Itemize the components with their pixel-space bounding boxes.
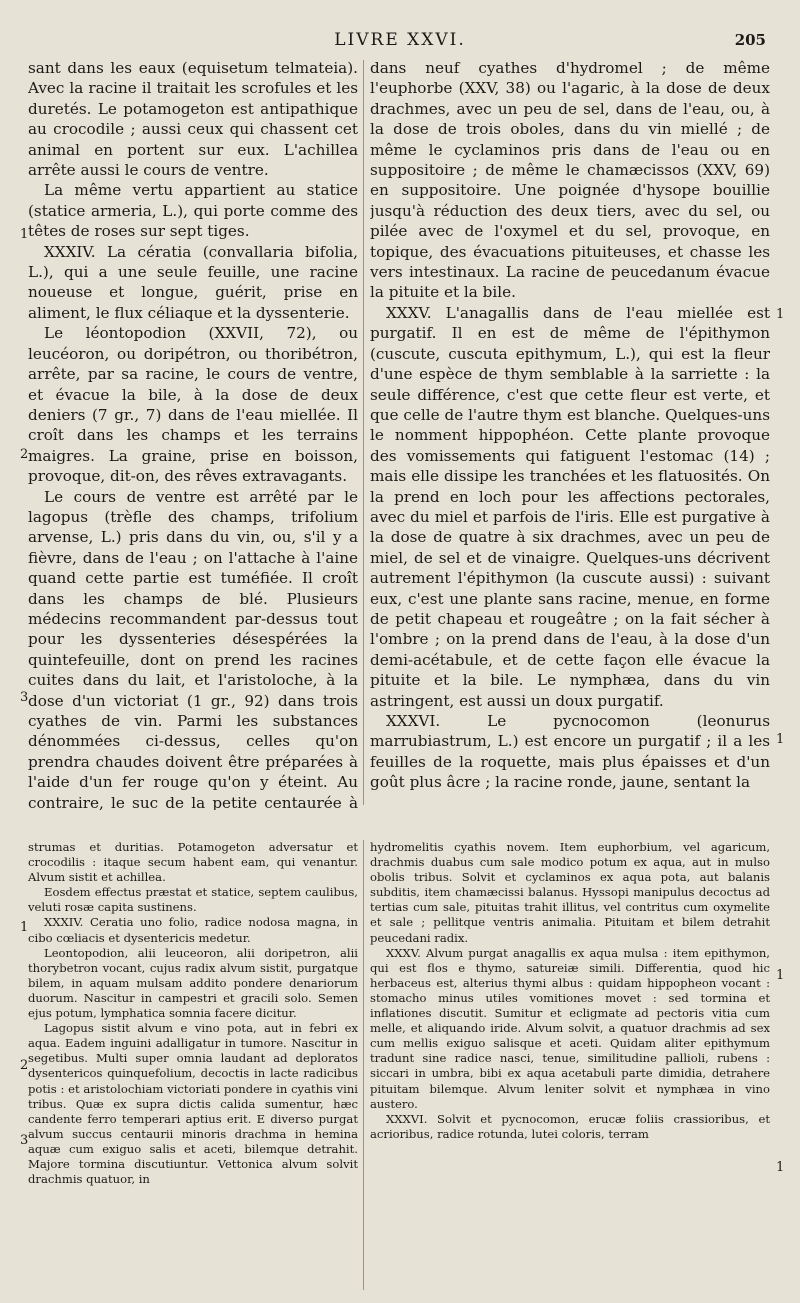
margin-section-number: 3	[20, 690, 29, 705]
column-divider	[363, 60, 364, 805]
margin-section-number: 1	[776, 1160, 785, 1175]
paragraph: XXXV. L'anagallis dans de l'eau miellée est purgatif. Il en est de même de l'épithymon (cuscute, cuscuta epithymum, L.), qui est la fleur d'une espèce de thym semblable à la sarriette : la seule différence, c'est que cette fleur est verte, et que celle de l'autre thym est blanche. Quelques-uns le nomment hippophéon. Cette plante provoque des vomissements qui fatiguent l'estomac (14) ; mais elle dissipe les tranchées et les flatuosités. On la prend en loch pour les affections pectorales, avec du miel et parfois de l'iris. Elle est purgative à la dose de quatre à six drachmes, avec un peu de miel, de sel et de vinaigre. Quelques-uns décrivent autrement l'épithymon (la cuscute aussi) : suivant eux, c'est une plante sans racine, menue, en forme de petit chapeau et rougeâtre ; on la fait sécher à l'ombre ; on la prend dans de l'eau, à la dose d'un demi-acétabule, et de cette façon elle évacue la pituite et la bile. Le nymphæa, dans du vin astringent, est aussi un doux purgatif.	[370, 303, 770, 710]
latin-column-left	[28, 840, 358, 1300]
margin-section-number: 1	[776, 307, 785, 322]
paragraph: XXXIV. Ceratia uno folio, radice nodosa magna, in cibo cœliacis et dysentericis medetur.	[28, 915, 358, 945]
paragraph: La même vertu appartient au statice (statice armeria, L.), qui porte comme des têtes de roses sur sept tiges.	[28, 181, 358, 241]
paragraph: Lagopus sistit alvum e vino pota, aut in febri ex aqua. Eadem inguini adalligatur in tumore. Nascitur in segetibus. Multi super omnia laudant ad deploratos dysentericos quinquefolium, decoctis in lacte radicibus potis : et aristolochiam victoriati pondere in cyathis vini tribus. Quæ ex supra dictis calida sumentur, hæc candente ferro temperari aptius erit. E diverso purgat alvum succus centaurii minoris drachma in hemina aquæ cum exiguo salis et aceti, bilemque detrahit. Majore tormina discutiuntur. Vettonica alvum solvit drachmis quatuor, in	[28, 1021, 358, 1187]
page-number: 205	[734, 31, 766, 49]
paragraph: XXXVI. Le pycnocomon (leonurus marrubiastrum, L.) est encore un purgatif ; il a les feuilles de la roquette, mais plus épaisses et d'un goût plus âcre ; la racine ronde, jaune, sentant la	[370, 712, 770, 792]
column-divider	[363, 840, 364, 1290]
margin-section-number: 2	[20, 1058, 29, 1073]
paragraph: Le léontopodion (XXVII, 72), ou leucéoron, ou doripétron, ou thoribétron, arrête, par sa racine, le cours de ventre, et évacue la bile, à la dose de deux deniers (7 gr., 7) dans de l'eau miellée. Il croît dans les champs et les terrains maigres. La graine, prise en boisson, provoque, dit-on, des rêves extravagants.	[28, 324, 358, 486]
paragraph: XXXVI. Solvit et pycnocomon, erucæ foliis crassioribus, et acrioribus, radice rotunda, lutei coloris, terram	[370, 1111, 770, 1141]
french-column-left	[28, 58, 358, 810]
paragraph: sant dans les eaux (equisetum telmateia). Avec la racine il traitait les scrofules et les duretés. Le potamogeton est antipathique au crocodile ; aussi ceux qui chassent cet animal en portent sur eux. L'achillea arrête aussi le cours de ventre.	[28, 59, 358, 180]
french-column-right	[370, 58, 770, 810]
margin-section-number: 1	[776, 732, 785, 747]
paragraph: Eosdem effectus præstat et statice, septem caulibus, veluti rosæ capita sustinens.	[28, 885, 358, 915]
paragraph: XXXIV. La cératia (convallaria bifolia, L.), qui a une seule feuille, une racine noueuse et longue, guérit, prise en aliment, le flux céliaque et la dyssenterie.	[28, 242, 358, 322]
margin-section-number: 3	[20, 1133, 29, 1148]
margin-section-number: 1	[20, 227, 29, 242]
paragraph: hydromelitis cyathis novem. Item euphorbium, vel agaricum, drachmis duabus cum sale modico potum ex aqua, aut in mulso obolis tribus. Solvit et cyclaminos ex aqua pota, aut balanis subditis, item chamæcissi balanus. Hyssopi manipulus decoctus ad tertias cum sale, pituitas trahit illitus, vel contritus cum oxymelite et sale ; pellitque ventris animalia. Pituitam et bilem detrahit peucedani radix.	[370, 840, 770, 945]
paragraph: XXXV. Alvum purgat anagallis ex aqua mulsa : item epithymon, qui est flos e thymo, satureiæ simili. Differentia, quod hic herbaceus est, alterius thymi albus : quidam hippopheon vocant : stomacho minus utiles vomitiones movet : sed tormina et inflationes discutit. Sumitur et ecligmate ad pectoris vitia cum melle, et aliquando iride. Alvum solvit, a quatuor drachmis ad sex cum mellis exiguo salisque et aceti. Quidam aliter epithymum tradunt sine radice nasci, tenue, similitudine pallioli, rubens : siccari in umbra, bibi ex aqua acetabuli parte dimidia, detrahere pituitam bilemque. Alvum leniter solvit et nymphæa in vino austero.	[370, 945, 770, 1111]
running-title: LIVRE XXVI.	[334, 30, 466, 50]
page-header	[30, 28, 770, 54]
latin-column-right	[370, 840, 770, 1300]
margin-section-number: 1	[776, 968, 785, 983]
paragraph: strumas et duritias. Potamogeton adversatur et crocodilis : itaque secum habent eam, qui venantur. Alvum sistit et achillea.	[28, 840, 358, 885]
margin-section-number: 1	[20, 920, 29, 935]
paragraph: Le cours de ventre est arrêté par le lagopus (trèfle des champs, trifolium arvense, L.) pris dans du vin, ou, s'il y a fièvre, dans de l'eau ; on l'attache à l'aine quand cette partie est tuméfiée. Il croît dans les champs de blé. Plusieurs médecins recommandent par-dessus tout pour les dyssenteries désespérées la quintefeuille, dont on prend les racines cuites dans du lait, et l'aristoloche, à la dose d'un victoriat (1 gr., 92) dans trois cyathes de vin. Parmi les substances dénommées ci-dessus, celles qu'on prendra chaudes doivent être préparées à l'aide d'un fer rouge qu'on y éteint. Au contraire, le suc de la petite centaurée à	[28, 487, 358, 810]
paragraph: Leontopodion, alii leuceoron, alii doripetron, alii thorybetron vocant, cujus radix alvum sistit, purgatque bilem, in aquam mulsam addito pondere denariorum duorum. Nascitur in campestri et gracili solo. Semen ejus potum, lymphatica somnia facere dicitur.	[28, 945, 358, 1021]
paragraph: dans neuf cyathes d'hydromel ; de même l'euphorbe (XXV, 38) ou l'agaric, à la dose de deux drachmes, avec un peu de sel, dans de l'eau, ou, à la dose de trois oboles, dans du vin miellé ; de même le cyclaminos pris dans de l'eau ou en suppositoire ; de même le chamæcissos (XXV, 69) en suppositoire. Une poignée d'hysope bouillie jusqu'à réduction des deux tiers, avec du sel, ou pilée avec de l'oxymel et du sel, provoque, en topique, des évacuations pituiteuses, et chasse les vers intestinaux. La racine de peucedanum évacue la pituite et la bile.	[370, 59, 770, 302]
margin-section-number: 2	[20, 447, 29, 462]
